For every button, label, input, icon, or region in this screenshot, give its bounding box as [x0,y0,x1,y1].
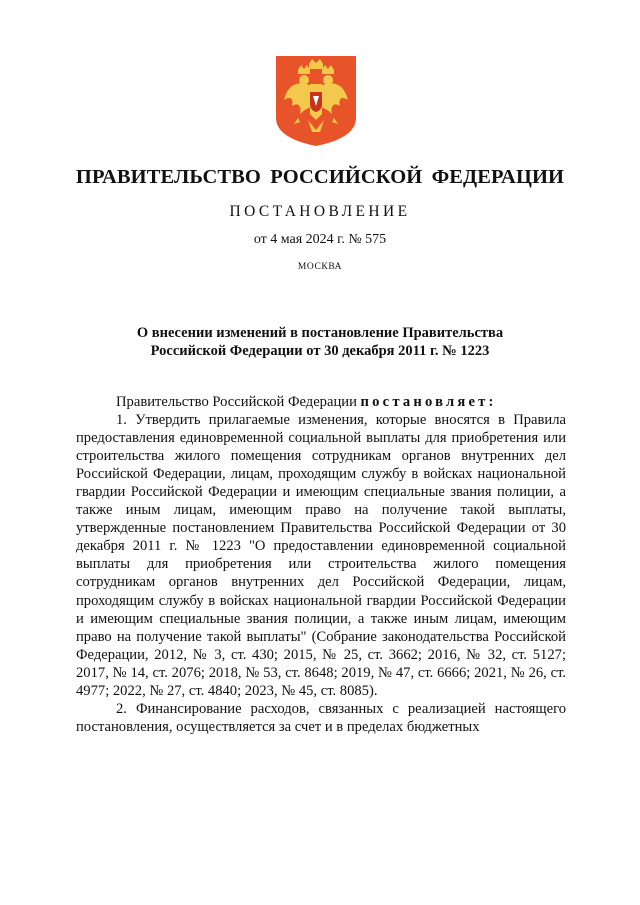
document-subject [120,324,520,360]
subject-line-2: Российской Федерации от 30 декабря 2011 г. № 1223 [150,343,490,359]
decree-word: постановляет: [360,394,497,410]
russian-coat-of-arms-icon [276,56,356,146]
paragraph-2: 2. Финансирование расходов, связанных с реализацией настоящего постановления, осуществляется за счет и в пределах бюджетных [76,700,566,735]
document-type: ПОСТАНОВЛЕНИЕ [229,203,411,220]
government-title: ПРАВИТЕЛЬСТВО РОССИЙСКОЙ ФЕДЕРАЦИИ [75,166,565,188]
intro-prefix: Правительство Российской Федерации [116,394,361,410]
paragraph-1: 1. Утвердить прилагаемые изменения, которые вносятся в Правила предоставления единовременной социальной выплаты для приобретения или строительства жилого помещения сотрудникам органов внутренних дел Российской Федерации, лицам, проходящим службу в войсках национальной гвардии Российской Федерации и имеющим специальные звания полиции, а также иным лицам, имеющим право на получение такой выплаты, утвержденные постановлением Правительства Российской Федерации от 30 декабря 2011 г. № 1223 "О предоставлении единовременной социальной выплаты для приобретения или строительства жилого помещения сотрудникам органов внутренних дел Российской Федерации, лицам, проходящим службу в войсках национальной гвардии Российской Федерации и имеющим специальные звания полиции, а также иным лицам, имеющим право на получение такой выплаты" (Собрание законодательства Российской Федерации, 2012, № 3, ст. 430; 2015, № 25, ст. 3662; 2016, № 32, ст. 5127; 2017, № 14, ст. 2076; 2018, № 53, ст. 8648; 2019, № 47, ст. 6666; 2021, № 26, ст. 4977; 2022, № 27, ст. 4840; 2023, № 45, ст. 8085). [76,412,566,699]
intro-paragraph [76,393,566,411]
document-date-number: от 4 мая 2024 г. № 575 [253,232,387,247]
subject-line-1: О внесении изменений в постановление Правительства [136,325,504,341]
document-body [76,393,566,736]
document-city: МОСКВА [297,262,343,272]
